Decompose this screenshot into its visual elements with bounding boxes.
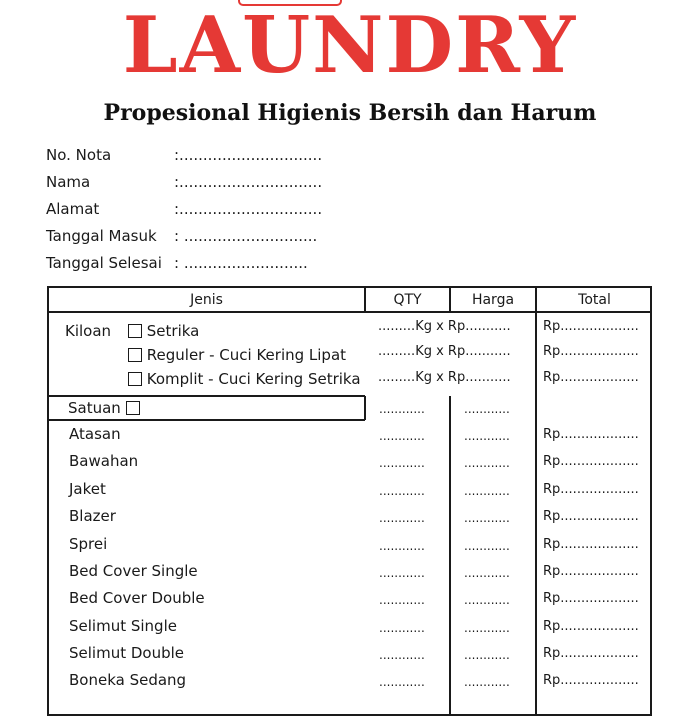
- header-total: Total: [578, 292, 611, 308]
- field-blank[interactable]: :..............................: [174, 200, 323, 218]
- item-harga[interactable]: ............: [464, 648, 510, 662]
- field-label: Tanggal Selesai: [46, 254, 162, 272]
- field-nama[interactable]: [46, 172, 322, 192]
- item-qty[interactable]: ............: [379, 593, 425, 607]
- field-alamat[interactable]: [46, 199, 322, 219]
- kiloan-total-komplit[interactable]: Rp...................: [543, 370, 639, 385]
- divider: [535, 288, 537, 714]
- field-label: No. Nota: [46, 146, 112, 164]
- item-total[interactable]: Rp...................: [543, 564, 639, 579]
- order-table: [47, 286, 652, 716]
- item-total[interactable]: Rp...................: [543, 619, 639, 634]
- item-total[interactable]: Rp...................: [543, 537, 639, 552]
- tagline: Propesional Higienis Bersih dan Harum: [103, 100, 597, 126]
- field-label: Nama: [46, 173, 91, 191]
- item-harga[interactable]: ............: [464, 484, 510, 498]
- kiloan-total-reguler[interactable]: Rp...................: [543, 344, 639, 359]
- field-blank[interactable]: :..............................: [174, 173, 323, 191]
- item-total[interactable]: Rp...................: [543, 509, 639, 524]
- checkbox[interactable]: [128, 372, 142, 386]
- header-qty: QTY: [393, 292, 422, 308]
- field-no-nota[interactable]: [46, 145, 322, 165]
- kiloan-option-komplit[interactable]: [128, 370, 361, 388]
- item-harga[interactable]: ............: [464, 539, 510, 553]
- field-blank[interactable]: :..............................: [174, 146, 323, 164]
- divider: [49, 419, 365, 421]
- field-blank[interactable]: : ..........................: [174, 254, 308, 272]
- kiloan-label: Kiloan: [65, 322, 112, 340]
- item-qty[interactable]: ............: [379, 484, 425, 498]
- item-name: Bed Cover Single: [69, 562, 198, 580]
- item-harga[interactable]: ............: [464, 511, 510, 525]
- kiloan-qty-komplit[interactable]: .........Kg x Rp...........: [378, 370, 511, 385]
- header-harga: Harga: [471, 292, 515, 308]
- satuan-label: Satuan: [68, 399, 121, 417]
- item-qty[interactable]: ............: [379, 539, 425, 553]
- header-jenis: Jenis: [190, 292, 223, 308]
- kiloan-option-reguler[interactable]: [128, 346, 346, 364]
- item-qty[interactable]: ............: [379, 675, 425, 689]
- item-total[interactable]: Rp...................: [543, 482, 639, 497]
- item-name: Blazer: [69, 507, 116, 525]
- item-total[interactable]: Rp...................: [543, 427, 639, 442]
- item-qty[interactable]: ............: [379, 456, 425, 470]
- divider: [449, 396, 451, 714]
- satuan-qty[interactable]: ............: [379, 402, 425, 416]
- item-qty[interactable]: ............: [379, 511, 425, 525]
- item-qty[interactable]: ............: [379, 621, 425, 635]
- item-harga[interactable]: ............: [464, 429, 510, 443]
- field-tanggal-selesai[interactable]: [46, 253, 308, 273]
- item-qty[interactable]: ............: [379, 648, 425, 662]
- item-name: Bawahan: [69, 452, 139, 470]
- checkbox[interactable]: [128, 348, 142, 362]
- item-total[interactable]: Rp...................: [543, 646, 639, 661]
- kiloan-qty-setrika[interactable]: .........Kg x Rp...........: [378, 319, 511, 334]
- item-name: Sprei: [69, 535, 108, 553]
- kiloan-option-setrika[interactable]: [128, 322, 199, 340]
- item-name: Boneka Sedang: [69, 671, 187, 689]
- divider: [364, 396, 366, 420]
- item-total[interactable]: Rp...................: [543, 591, 639, 606]
- field-label: Alamat: [46, 200, 100, 218]
- checkbox[interactable]: [126, 401, 140, 415]
- option-label: Reguler - Cuci Kering Lipat: [146, 346, 347, 364]
- item-harga[interactable]: ............: [464, 621, 510, 635]
- satuan-option[interactable]: [68, 399, 140, 417]
- option-label: Komplit - Cuci Kering Setrika: [146, 370, 361, 388]
- item-harga[interactable]: ............: [464, 456, 510, 470]
- item-total[interactable]: Rp...................: [543, 673, 639, 688]
- item-total[interactable]: Rp...................: [543, 454, 639, 469]
- kiloan-total-setrika[interactable]: Rp...................: [543, 319, 639, 334]
- field-tanggal-masuk[interactable]: [46, 226, 317, 246]
- item-harga[interactable]: ............: [464, 566, 510, 580]
- satuan-harga[interactable]: ............: [464, 402, 510, 416]
- checkbox[interactable]: [128, 324, 142, 338]
- item-name: Selimut Double: [69, 644, 185, 662]
- item-name: Atasan: [69, 425, 121, 443]
- item-harga[interactable]: ............: [464, 593, 510, 607]
- brand-title: LAUNDRY: [122, 0, 578, 91]
- item-qty[interactable]: ............: [379, 566, 425, 580]
- field-blank[interactable]: : ............................: [174, 227, 318, 245]
- item-name: Bed Cover Double: [69, 589, 205, 607]
- item-qty[interactable]: ............: [379, 429, 425, 443]
- option-label: Setrika: [146, 322, 200, 340]
- divider: [49, 395, 365, 397]
- item-name: Jaket: [69, 480, 106, 498]
- item-name: Selimut Single: [69, 617, 177, 635]
- field-label: Tanggal Masuk: [46, 227, 157, 245]
- kiloan-qty-reguler[interactable]: .........Kg x Rp...........: [378, 344, 511, 359]
- item-harga[interactable]: ............: [464, 675, 510, 689]
